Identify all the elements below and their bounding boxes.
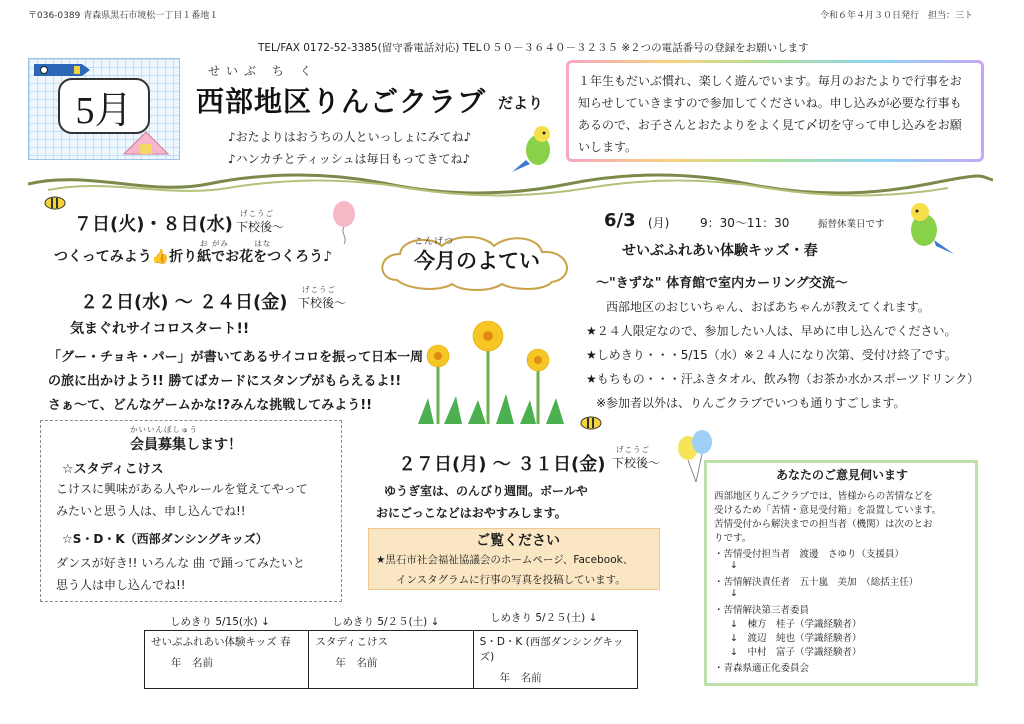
event3-line-1: ゆうぎ室は、のんびり週間。ボールや: [384, 484, 588, 498]
note-2: ♪ハンカチとティッシュは毎日もってきてね♪: [228, 152, 471, 166]
opinion-item-6: ↓ 棟方 桂子（学識経験者）: [730, 619, 862, 630]
opinion-item-9: ・青森県適正化委員会: [714, 663, 810, 674]
cloud-ruby: こんげつ: [414, 237, 455, 247]
contact-line: TEL/FAX 0172-52-3385(留守番電話対応) TEL０５０－３６４０－３２３５ ※２つの電話番号の登録をお願いします: [258, 42, 809, 54]
event4-sub: ～"きずな" 体育館で室内カーリング交流～: [596, 276, 848, 291]
deadline-3: しめきり 5/２５(土) ↓: [490, 612, 598, 624]
opinion-item-7: ↓ 渡辺 純也（学識経験者）: [730, 633, 862, 644]
address: 〒036-0389 青森県黒石市境松一丁目１番地１: [28, 11, 219, 21]
wave-divider: [28, 166, 993, 200]
bee-icon: [42, 196, 68, 210]
month-label: 5月: [58, 78, 150, 134]
newsletter-title-suffix: だより: [498, 94, 544, 112]
koinobori-icon: [32, 60, 92, 80]
event2-line-3: さぁ～て、どんなゲームかな!?みんな挑戦してみよう!!: [48, 398, 373, 413]
event4-date: 6/3: [604, 210, 636, 231]
parakeet-icon-2: [900, 200, 958, 256]
event4-line-2: ★２４人限定なので、参加したい人は、早めに申し込んでください。: [586, 324, 957, 338]
study-line-1: こけスに興味がある人やルールを覚えてやって: [56, 482, 308, 496]
opinion-item-4: ↓: [730, 588, 738, 599]
note-1: ♪おたよりはおうちの人といっしょにみてね♪: [228, 130, 472, 144]
news-line-2: インスタグラムに行事の写真を投稿しています。: [396, 574, 626, 586]
opinion-intro-2: 受けるため「苦情・意見受付箱」を設置しています。: [714, 505, 942, 516]
members-title: 会員募集します！: [130, 437, 242, 453]
entry-cell-study-name: 年 名前: [335, 657, 378, 669]
opinion-intro-3: 苦情受付から解決までの担当者（機関）は次のとお: [714, 519, 933, 530]
event2-line-2: の旅に出かけよう!! 勝てばカードにスタンプがもらえるよ!!: [48, 374, 402, 389]
opinion-intro-1: 西部地区りんごクラブでは、皆様からの苦情などを: [714, 491, 933, 502]
entry-cell-sdk[interactable]: [473, 631, 637, 689]
event1-date: ７日(火)・８日(水): [74, 214, 233, 235]
entry-cell-kids-name: 年 名前: [171, 657, 213, 669]
entry-cell-study-label: スタディこけス: [315, 636, 388, 648]
entry-cell-kids-label: せいぶふれあい体験キッズ 春: [151, 636, 291, 648]
opinion-item-3: ・苦情解決責任者 五十嵐 美加 （総括主任）: [714, 577, 919, 588]
event3-time-ruby: げこうご: [616, 445, 650, 454]
event2-time: 下校後～: [298, 296, 347, 310]
opinion-item-2: ↓: [730, 560, 738, 571]
event4-line-1: 西部地区のおじいちゃん、おばあちゃんが教えてくれます。: [606, 300, 930, 314]
event1-time-ruby: げこうご: [240, 209, 274, 218]
opinion-title: あなたのご意見伺います: [776, 468, 909, 482]
deadline-2: しめきり 5/２５(土) ↓: [332, 616, 440, 628]
study-title: ☆スタディこけス: [62, 462, 164, 477]
event4-holiday: 振替休業日です: [818, 219, 885, 230]
entry-cell-sdk-label: S・D・K (西部ダンシングキッズ): [479, 636, 624, 663]
opinion-intro-4: りです。: [714, 533, 752, 544]
newsletter-title: 西部地区りんごクラブ: [196, 85, 487, 118]
entry-form-table: [144, 630, 638, 689]
event3-time: 下校後～: [612, 456, 661, 470]
opinion-item-1: ・苦情受付担当者 渡邊 さゆり（支援員）: [714, 549, 905, 560]
event4-name: せいぶふれあい体験キッズ・春: [622, 243, 818, 259]
event2-date: ２２日(水) ～ ２４日(金): [80, 292, 288, 313]
entry-cell-sdk-name: 年 名前: [499, 672, 542, 684]
event4-time: 9：30～11：30: [700, 216, 790, 230]
entry-cell-kids[interactable]: [145, 631, 309, 689]
deadline-1: しめきり 5/15(水) ↓: [170, 616, 270, 628]
news-title: ご覧ください: [476, 533, 560, 549]
event2-headline: 気まぐれサイコロスタート!!: [70, 321, 250, 337]
news-line-1: ★黒石市社会福祉協議会のホームページ、Facebook、: [376, 554, 634, 566]
bee-icon-2: [578, 416, 604, 430]
event1-ruby: お がみ はな: [200, 239, 272, 248]
sdk-line-2: 思う人は申し込んでね!!: [56, 578, 186, 592]
opinion-item-8: ↓ 中村 富子（学識経験者）: [730, 647, 862, 658]
sdk-line-1: ダンスが好き!! いろんな 曲 で踊ってみたいと: [56, 556, 305, 570]
event2-time-ruby: げこうご: [302, 285, 336, 294]
schedule-title: 今月のよてい: [414, 249, 540, 273]
event4-line-3: ★しめきり・・・5/15（水）※２４人になり次第、受付け終了です。: [586, 348, 957, 362]
intro-text: １年生もだいぶ慣れ、楽しく遊んでいます。毎月のおたよりで行事をお知らせしていきますので参加してくださいね。申し込みが必要な行事もあるので、お子さんとおたよりをよく見て〆切を守って申し込みをお願いします。: [578, 74, 962, 154]
opinion-item-5: ・苦情解決第三者委員: [714, 605, 810, 616]
title-ruby: せいぶ ち く: [208, 64, 318, 78]
sunflower-illustration: [408, 314, 568, 426]
issue-info: 令和６年４月３０日発行 担当：三ト: [820, 11, 974, 21]
sdk-title: ☆S・D・K（西部ダンシングキッズ）: [62, 532, 268, 546]
event2-line-1: 「グー・チョキ・パー」が書いてあるサイコロを振って日本一周: [48, 350, 424, 365]
study-line-2: みたいと思う人は、申し込んでね!!: [56, 504, 246, 518]
event4-line-5: ※参加者以外は、りんごクラブでいつも通りすごします。: [596, 396, 906, 410]
event3-line-2: おにごっこなどはおやすみします。: [376, 506, 567, 520]
event1-desc: つくってみよう👍折り紙でお花をつくろう♪: [54, 249, 333, 265]
entry-cell-study[interactable]: [309, 631, 473, 689]
event4-line-4: ★もちもの・・・汗ふきタオル、飲み物（お茶か水かスポーツドリンク）: [586, 372, 980, 386]
members-ruby: かいいんぼしゅう: [130, 425, 198, 434]
event1-time: 下校後～: [236, 220, 285, 234]
event3-date: ２７日(月) ～ ３１日(金): [398, 454, 606, 475]
balloon-icon: [330, 200, 358, 244]
event4-weekday: (月): [648, 216, 670, 230]
